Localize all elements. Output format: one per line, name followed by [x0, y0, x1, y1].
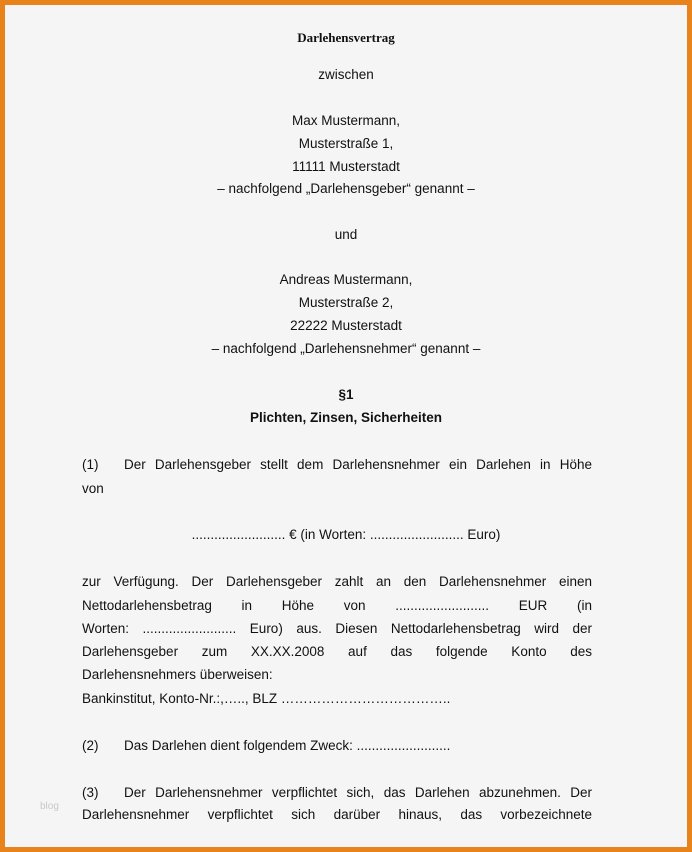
- bank-details-line: Bankinstitut, Konto-Nr.:,….., BLZ ………………………………..: [82, 691, 451, 706]
- between-text: zwischen: [318, 67, 374, 82]
- paragraph-3-line: Der Darlehensnehmer verpflichtet sich, das Darlehen abzunehmen. Der: [124, 785, 592, 800]
- paragraph-3-line: Darlehensnehmer verpflichtet sich darüber hinaus, das vorbezeichnete: [82, 807, 592, 822]
- document-title: Darlehensvertrag: [297, 30, 395, 45]
- borrower-name: Andreas Mustermann,: [279, 272, 413, 287]
- section-heading: Plichten, Zinsen, Sicherheiten: [249, 410, 443, 425]
- paragraph-2-number: (2): [82, 738, 99, 753]
- lender-name: Max Mustermann,: [291, 113, 401, 128]
- watermark: blog: [40, 801, 59, 812]
- paragraph-1-number: (1): [82, 457, 99, 472]
- paragraph-1-line: zur Verfügung. Der Darlehensgeber zahlt an den Darlehensnehmer einen: [82, 574, 592, 589]
- paragraph-3-number: (3): [82, 785, 99, 800]
- and-text: und: [334, 227, 358, 242]
- paragraph-1-line: Worten: ......................... Euro) aus. Diesen Nettodarlehensbetrag wird der: [82, 621, 592, 636]
- section-number: §1: [338, 387, 354, 402]
- document-page: [5, 5, 687, 847]
- paragraph-1-line: Nettodarlehensbetrag in Höhe von ......................... EUR (in: [82, 598, 592, 613]
- borrower-city: 22222 Musterstadt: [290, 318, 402, 333]
- paragraph-1-line: Darlehensgeber zum XX.XX.2008 auf das folgende Konto des: [82, 644, 592, 659]
- borrower-street: Musterstraße 2,: [298, 295, 394, 310]
- lender-street: Musterstraße 1,: [298, 136, 394, 151]
- lender-city: 11111 Musterstadt: [292, 159, 400, 174]
- paragraph-1-line: Darlehensnehmers überweisen:: [82, 667, 273, 682]
- lender-role: – nachfolgend „Darlehensgeber“ genannt –: [217, 181, 475, 196]
- paragraph-1-line: von: [82, 481, 104, 496]
- borrower-role: – nachfolgend „Darlehensnehmer“ genannt –: [211, 341, 481, 356]
- paragraph-2-text: Das Darlehen dient folgendem Zweck: .........................: [124, 738, 451, 753]
- paragraph-1-line: Der Darlehensgeber stellt dem Darlehensnehmer ein Darlehen in Höhe: [124, 457, 592, 472]
- loan-amount-line: ......................... € (in Worten: ......................... Euro): [191, 527, 501, 542]
